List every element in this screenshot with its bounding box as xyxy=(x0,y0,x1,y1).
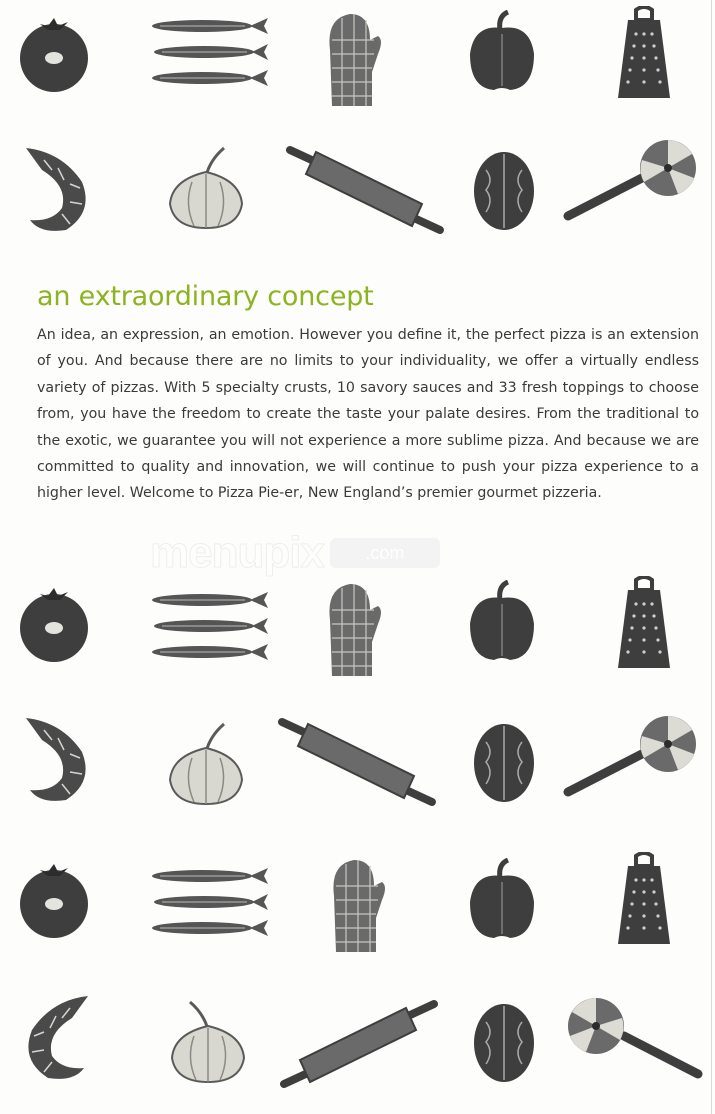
tomato-icon xyxy=(18,14,90,94)
anchovies-icon xyxy=(150,864,270,946)
rolling-pin-icon xyxy=(280,998,440,1090)
anchovies-icon xyxy=(150,14,270,96)
shrimp-icon xyxy=(22,712,94,804)
garlic-icon xyxy=(168,1000,248,1084)
bell-pepper-icon xyxy=(464,10,540,94)
walnut-icon xyxy=(472,150,536,232)
oven-mitt-icon xyxy=(322,580,384,680)
cheese-grater-icon xyxy=(616,6,672,100)
walnut-icon xyxy=(472,722,536,804)
walnut-icon xyxy=(472,1002,536,1084)
tomato-icon xyxy=(18,584,90,664)
cheese-grater-icon xyxy=(616,852,672,946)
watermark-domain: .com xyxy=(330,538,440,568)
pizza-cutter-icon xyxy=(562,714,702,802)
garlic-icon xyxy=(166,722,246,806)
pizza-cutter-icon xyxy=(562,996,704,1084)
garlic-icon xyxy=(166,146,246,230)
section-heading: an extraordinary concept xyxy=(37,281,374,312)
watermark xyxy=(150,528,570,578)
anchovies-icon xyxy=(150,588,270,670)
tomato-icon xyxy=(18,860,90,940)
pizza-cutter-icon xyxy=(562,138,702,226)
watermark-logo: menupix xyxy=(150,528,324,577)
rolling-pin-icon xyxy=(278,716,438,808)
cheese-grater-icon xyxy=(616,576,672,670)
page-edge xyxy=(711,0,712,1114)
shrimp-icon xyxy=(20,990,92,1082)
oven-mitt-icon xyxy=(322,10,384,110)
concept-paragraph: An idea, an expression, an emotion. However you define it, the perfect pizza is an extension of you. And because there are no limits to your individuality, we offer a virtually endless variety of pizzas. With 5 specialty crusts, 10 savory sauces and 33 fresh toppings to choose from, you have the freedom to create the taste your palate desires. From the traditional to the exotic, we guarantee you will not experience a more sublime pizza. And because we are committed to quality and innovation, we will continue to push your pizza experience to a higher level. Welcome to Pizza Pie-er, New England’s premier gourmet pizzeria. xyxy=(37,327,699,502)
rolling-pin-icon xyxy=(286,144,446,236)
bell-pepper-icon xyxy=(464,858,540,942)
bell-pepper-icon xyxy=(464,580,540,664)
oven-mitt-icon xyxy=(326,856,388,956)
shrimp-icon xyxy=(22,142,94,234)
